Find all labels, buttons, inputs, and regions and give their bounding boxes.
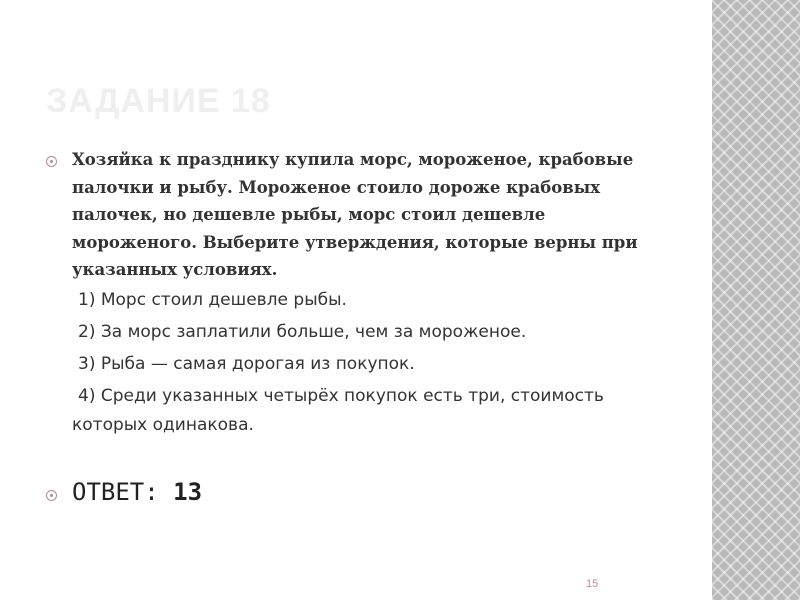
answer-line <box>72 478 202 506</box>
answer-label: ОТВЕТ: <box>72 478 159 506</box>
answer-value: 13 <box>173 478 203 506</box>
decorative-side-stripe <box>712 0 800 600</box>
circle-bullet-icon <box>46 156 57 167</box>
option-3: 3) Рыба — самая дорогая из покупок. <box>78 354 415 374</box>
option-2: 2) За морс заплатили больше, чем за мороженое. <box>78 322 527 342</box>
slide-title: ЗАДАНИЕ 18 <box>46 82 271 120</box>
option-4: 4) Среди указанных четырёх покупок есть три, стоимость которых одинакова. <box>72 386 604 435</box>
circle-bullet-icon <box>46 490 57 501</box>
task-statement: Хозяйка к празднику купила морс, мороженое, крабовые палочки и рыбу. Мороженое стоило дороже крабовых палочек, но дешевле рыбы, морс стоил дешевле мороженого. Выберите утверждения, которые верны при указанных условиях. <box>72 150 638 279</box>
option-1: 1) Морс стоил дешевле рыбы. <box>78 290 347 310</box>
page-number: 15 <box>586 578 599 590</box>
